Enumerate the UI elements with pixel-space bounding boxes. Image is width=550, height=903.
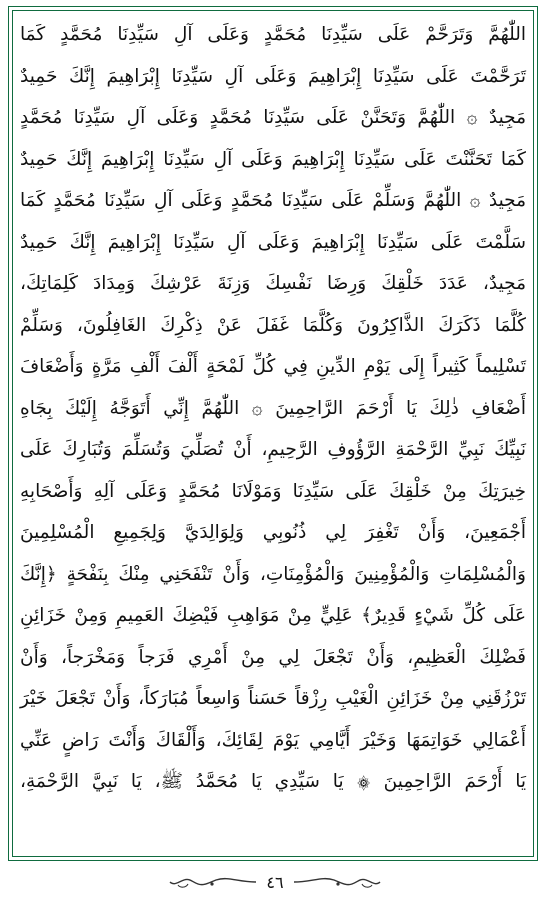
text-line-6: سَلَّمْتَ عَلَى سَيِّدِنَا إِبْرَاهِيمَ وَعَلَى آلِ سَيِّدِنَا إِبْرَاهِيمَ إِنَّكَ حَمِيدٌ — [20, 231, 526, 253]
page-number: ٤٦ — [266, 872, 284, 892]
text-line-4: كَمَا تَحَنَّنْتَ عَلَى سَيِّدِنَا إِبْرَاهِيمَ وَعَلَى آلِ سَيِّدِنَا إِبْرَاهِيمَ إِنَّكَ حَمِيدٌ — [20, 148, 526, 170]
text-line-15: عَلَى كُلِّ شَيْءٍ قَدِيرٌ﴾ عَلِيٍّ مِنْ مَوَاهِبِ فَيْضِكَ العَمِيمِ وَمِنْ خَزَائِنِ — [20, 605, 526, 626]
text-line-7: مَجِيدٌ، عَدَدَ خَلْقِكَ وَرِضَا نَفْسِكَ وَزِنَةَ عَرْشِكَ وَمِدَادَ كَلِمَاتِكَ، — [20, 273, 526, 294]
ornament-right-icon — [292, 872, 382, 892]
text-line-12: خِيرَتِكَ مِنْ خَلْقِكَ عَلَى سَيِّدِنَا وَمَوْلَانَا مُحَمَّدٍ وَعَلَى آلِهِ وَأَصْحَابِهِ — [20, 480, 526, 502]
text-line-8: كُلَّمَا ذَكَرَكَ الذَّاكِرُونَ وَكُلَّمَا غَفَلَ عَنْ ذِكْرِكَ الغَافِلُونَ، وَسَلِّمْ — [20, 314, 526, 336]
text-line-10: أَضْعَافِ ذٰلِكَ يَا أَرْحَمَ الرَّاحِمِينَ ۞ اللّٰهُمَّ إِنِّي أَتَوَجَّهُ إِلَيْكَ بِجَاهِ — [20, 397, 526, 419]
text-line-19: يَا أَرْحَمَ الرَّاحِمِينَ ۞ يَا سَيِّدِي يَا مُحَمَّدُ ﷺ، يَا نَبِيَّ الرَّحْمَةِ، — [20, 771, 526, 792]
text-line-3: مَجِيدٌ ۞ اللّٰهُمَّ وَتَحَنَّنْ عَلَى سَيِّدِنَا مُحَمَّدٍ وَعَلَى آلِ سَيِّدِنَا مُحَمَّدٍ — [20, 107, 526, 128]
prayer-text-block — [18, 14, 528, 852]
text-line-11: نَبِيِّكَ نَبِيِّ الرَّحْمَةِ الرَّؤُوفِ الرَّحِيمِ، أَنْ تُصَلِّيَ وَتُسَلِّمَ وَتُبَارِكَ عَلَى — [20, 439, 526, 460]
page-footer — [0, 864, 550, 900]
text-line-1: اللّٰهُمَّ وَتَرَحَّمْ عَلَى سَيِّدِنَا مُحَمَّدٍ وَعَلَى آلِ سَيِّدِنَا مُحَمَّدٍ كَمَا — [20, 24, 526, 45]
text-line-13: أَجْمَعِينَ، وَأَنْ تَغْفِرَ لِي ذُنُوبِي وَلِوَالِدَيَّ وَلِجَمِيعِ الْمُسْلِمِينَ — [20, 522, 526, 543]
text-line-9: تَسْلِيماً كَثِيراً إِلَى يَوْمِ الدِّينِ فِي كُلِّ لَمْحَةٍ أَلْفَ أَلْفِ مَرَّةٍ وَأَضْعَافَ — [20, 356, 526, 377]
text-line-14: وَالْمُسْلِمَاتِ وَالْمُؤْمِنِينَ وَالْمُؤْمِنَاتِ، وَأَنْ تَنْفَحَنِي مِنْكَ بِنَفْحَةٍ ﴿إِنَّكَ — [20, 563, 526, 585]
text-line-5: مَجِيدٌ ۞ اللّٰهُمَّ وَسَلِّمْ عَلَى سَيِّدِنَا مُحَمَّدٍ وَعَلَى آلِ سَيِّدِنَا مُحَمَّدٍ كَمَا — [20, 190, 526, 211]
text-line-18: أَعْمَالِي خَوَاتِمَهَا وَخَيْرَ أَيَّامِي يَوْمَ لِقَائِكَ، وَأَلْقَاكَ وَأَنْتَ رَاضٍ عَنِّي — [20, 729, 526, 751]
text-line-17: تَرْزُقَنِي مِنْ خَزَائِنِ الْغَيْبِ رِزْقاً حَسَناً وَاسِعاً مُبَارَكاً، وَأَنْ تَجْعَلَ خَيْرَ — [20, 688, 526, 709]
text-line-2: تَرَحَّمْتَ عَلَى سَيِّدِنَا إِبْرَاهِيمَ وَعَلَى آلِ سَيِّدِنَا إِبْرَاهِيمَ إِنَّكَ حَمِيدٌ — [20, 65, 526, 87]
ornament-left-icon — [168, 872, 258, 892]
text-line-16: فَضْلِكَ الْعَظِيمِ، وَأَنْ تَجْعَلَ لِي مِنْ أَمْرِي فَرَجاً وَمَخْرَجاً، وَأَنْ — [20, 646, 526, 668]
